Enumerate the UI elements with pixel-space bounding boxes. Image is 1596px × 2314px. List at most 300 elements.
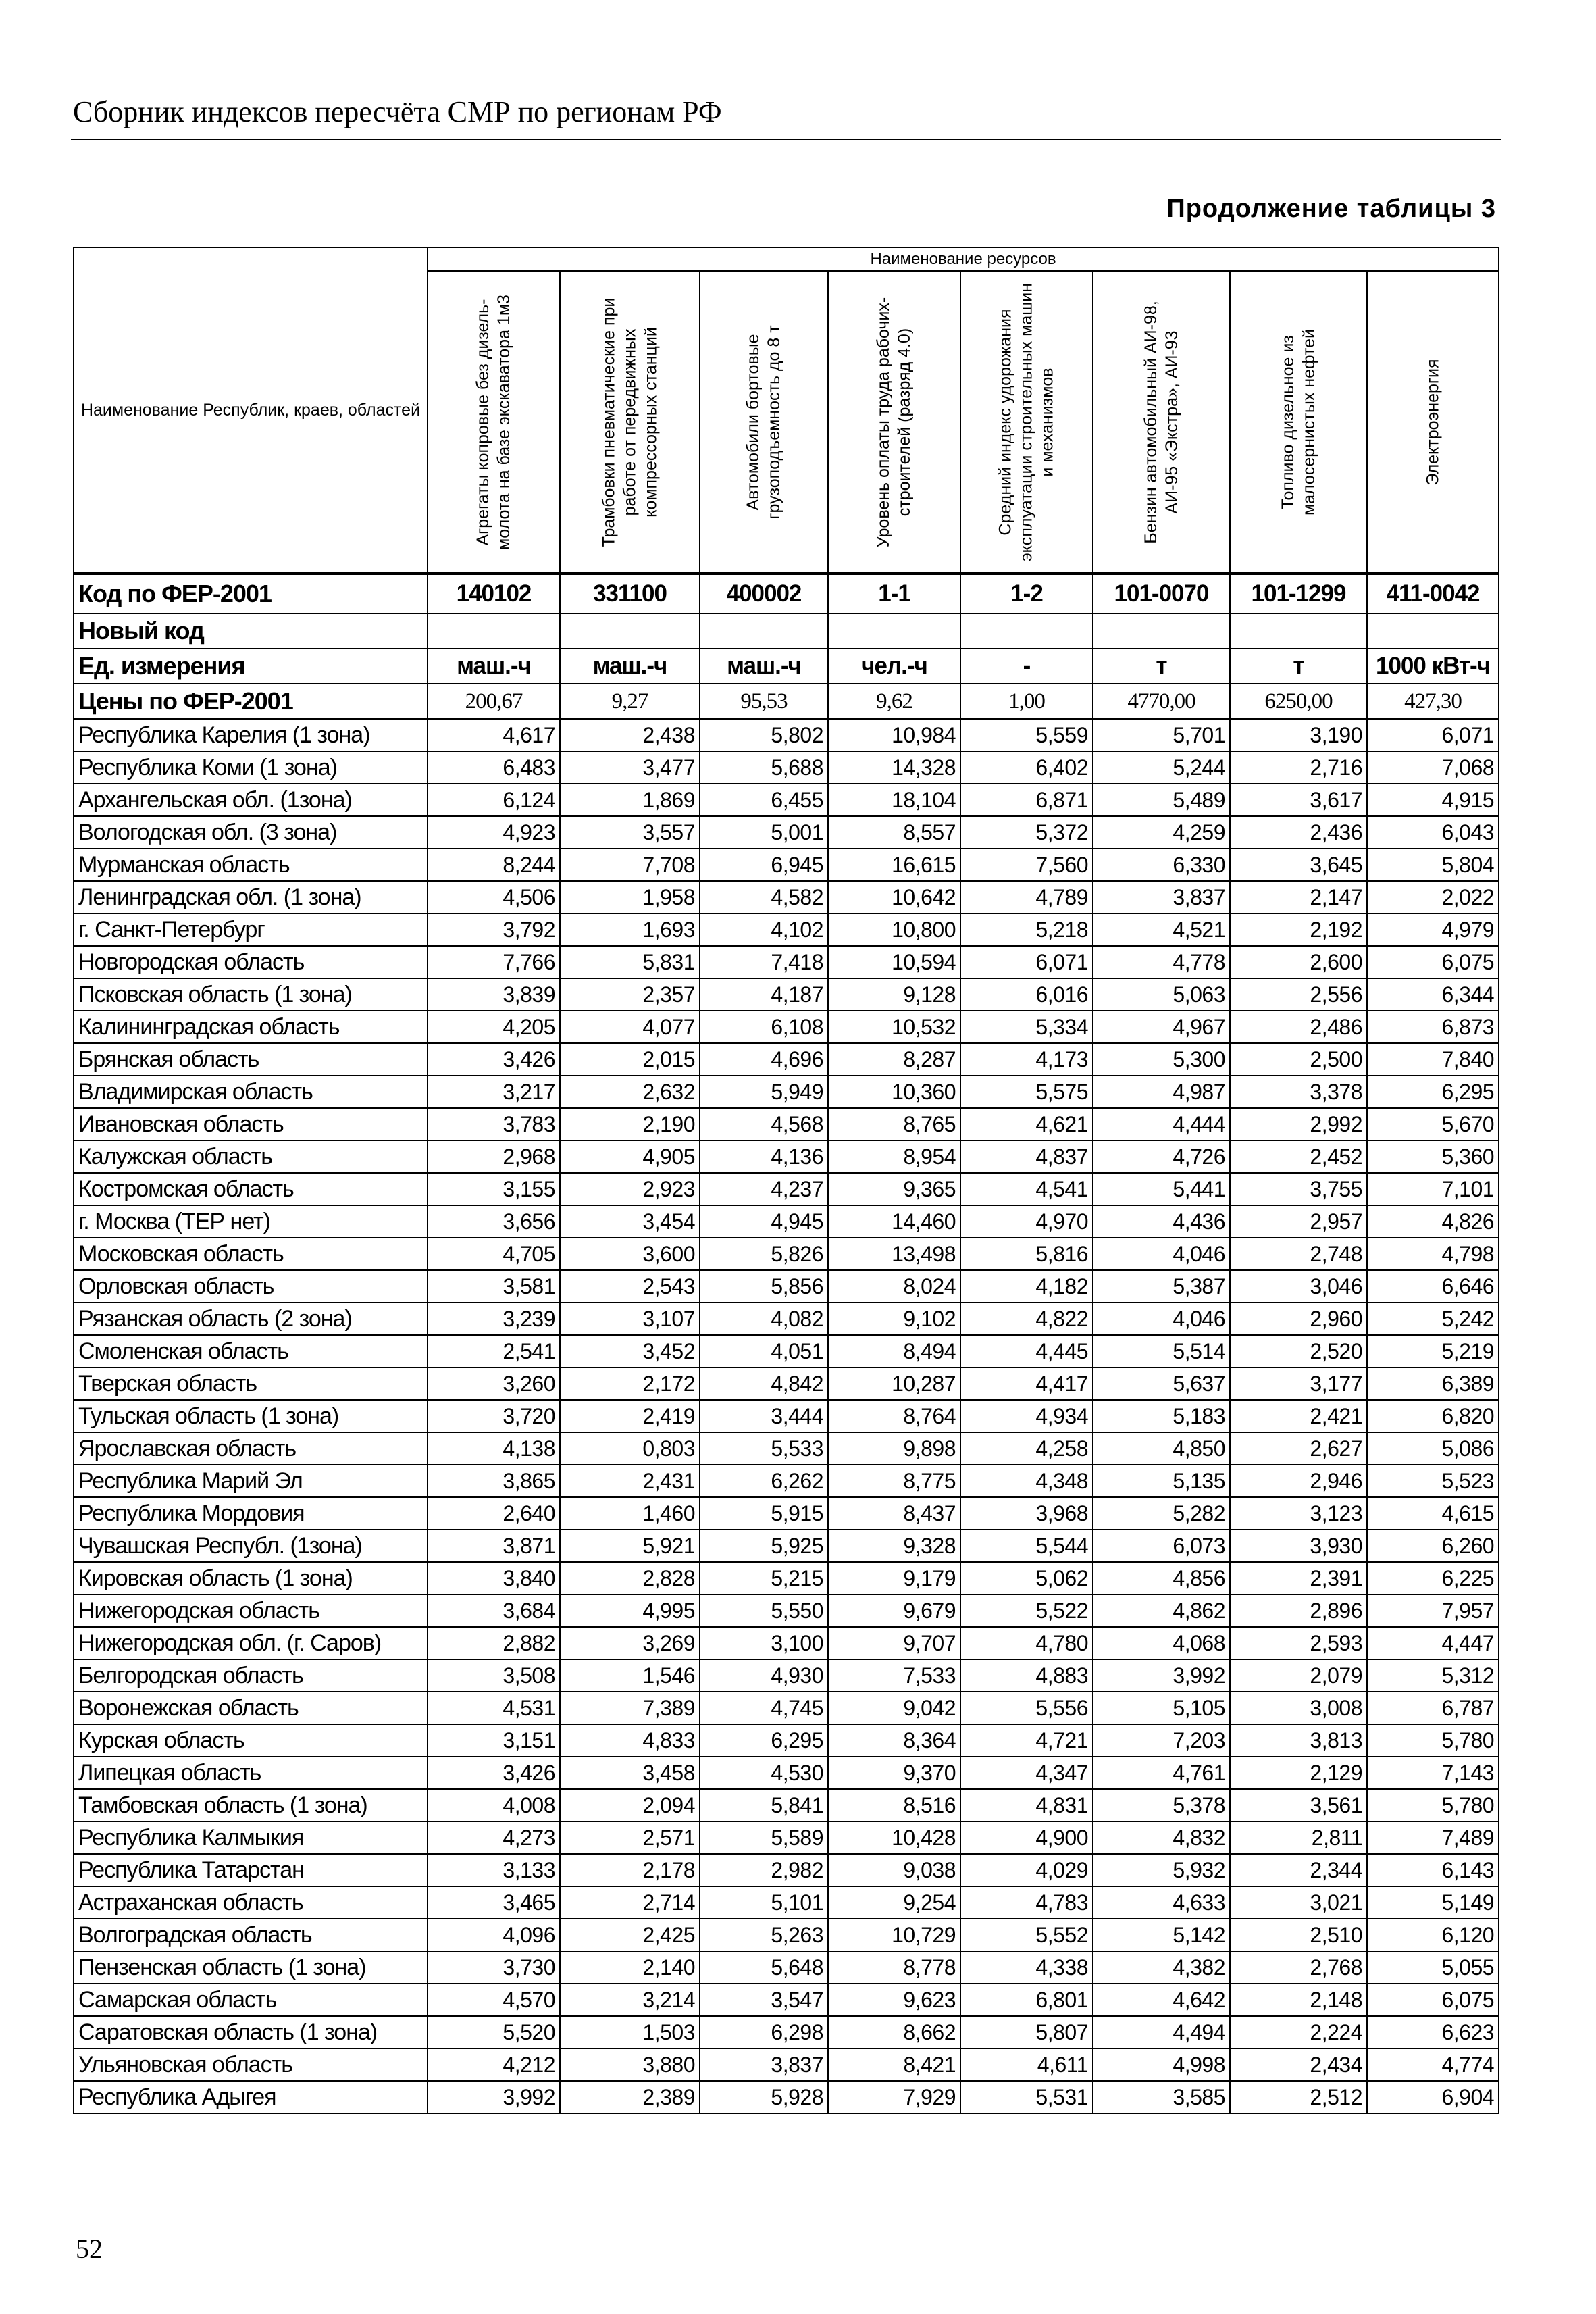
resource-column-header bbox=[1230, 271, 1367, 574]
index-value: 4,205 bbox=[428, 1011, 560, 1043]
resource-column-label: Трамбовки пневматические при работе от передвижных компрессорных станций bbox=[599, 297, 660, 547]
index-value: 5,915 bbox=[700, 1497, 828, 1530]
index-value: 4,082 bbox=[700, 1303, 828, 1335]
index-value: 1,503 bbox=[560, 2016, 700, 2048]
index-value: 5,807 bbox=[960, 2016, 1093, 2048]
index-value: 2,436 bbox=[1230, 816, 1367, 849]
table-row bbox=[74, 1270, 1499, 1303]
index-value: 6,871 bbox=[960, 784, 1093, 816]
index-value: 3,813 bbox=[1230, 1724, 1367, 1757]
index-value: 2,015 bbox=[560, 1043, 700, 1076]
table-row bbox=[74, 1432, 1499, 1465]
index-value: 9,623 bbox=[828, 1984, 960, 2016]
index-value: 5,105 bbox=[1093, 1692, 1230, 1724]
index-value: 8,778 bbox=[828, 1951, 960, 1984]
index-value: 5,489 bbox=[1093, 784, 1230, 816]
index-value: 3,458 bbox=[560, 1757, 700, 1789]
index-value: 6,483 bbox=[428, 751, 560, 784]
index-value: 2,391 bbox=[1230, 1562, 1367, 1594]
index-value: 3,617 bbox=[1230, 784, 1367, 816]
index-value: 4,445 bbox=[960, 1335, 1093, 1367]
index-value: 4,611 bbox=[960, 2048, 1093, 2081]
region-name: Мурманская область bbox=[74, 849, 428, 881]
table-row bbox=[74, 1367, 1499, 1400]
meta-cell: 101-0070 bbox=[1093, 574, 1230, 613]
index-value: 5,387 bbox=[1093, 1270, 1230, 1303]
index-value: 6,073 bbox=[1093, 1530, 1230, 1562]
region-name: Республика Калмыкия bbox=[74, 1821, 428, 1854]
region-name: Новгородская область bbox=[74, 946, 428, 978]
table-row bbox=[74, 1854, 1499, 1886]
index-value: 6,330 bbox=[1093, 849, 1230, 881]
index-value: 6,298 bbox=[700, 2016, 828, 2048]
index-value: 3,837 bbox=[1093, 881, 1230, 913]
index-value: 3,378 bbox=[1230, 1076, 1367, 1108]
index-value: 2,192 bbox=[1230, 913, 1367, 946]
index-value: 3,477 bbox=[560, 751, 700, 784]
table-row bbox=[74, 816, 1499, 849]
index-value: 2,512 bbox=[1230, 2081, 1367, 2113]
index-value: 2,129 bbox=[1230, 1757, 1367, 1789]
index-value: 6,820 bbox=[1367, 1400, 1499, 1432]
index-value: 3,557 bbox=[560, 816, 700, 849]
index-value: 5,522 bbox=[960, 1594, 1093, 1627]
table-row bbox=[74, 1400, 1499, 1432]
index-value: 6,043 bbox=[1367, 816, 1499, 849]
index-value: 3,656 bbox=[428, 1205, 560, 1238]
meta-cell: 1,00 bbox=[960, 684, 1093, 719]
index-value: 6,262 bbox=[700, 1465, 828, 1497]
table-row bbox=[74, 1789, 1499, 1821]
index-value: 5,589 bbox=[700, 1821, 828, 1854]
index-value: 5,637 bbox=[1093, 1367, 1230, 1400]
index-value: 5,244 bbox=[1093, 751, 1230, 784]
index-value: 5,263 bbox=[700, 1919, 828, 1951]
resource-column-header bbox=[560, 271, 700, 574]
index-value: 4,136 bbox=[700, 1140, 828, 1173]
resource-column-header bbox=[960, 271, 1093, 574]
index-value: 1,460 bbox=[560, 1497, 700, 1530]
index-value: 9,128 bbox=[828, 978, 960, 1011]
meta-cell: 101-1299 bbox=[1230, 574, 1367, 613]
meta-cell: 9,62 bbox=[828, 684, 960, 719]
index-value: 5,552 bbox=[960, 1919, 1093, 1951]
index-value: 4,068 bbox=[1093, 1627, 1230, 1659]
table-row bbox=[74, 1238, 1499, 1270]
meta-cell: 4770,00 bbox=[1093, 684, 1230, 719]
index-value: 16,615 bbox=[828, 849, 960, 881]
table-row bbox=[74, 1919, 1499, 1951]
index-value: 2,172 bbox=[560, 1367, 700, 1400]
meta-cell: 140102 bbox=[428, 574, 560, 613]
meta-cell: 6250,00 bbox=[1230, 684, 1367, 719]
index-value: 8,557 bbox=[828, 816, 960, 849]
meta-cell bbox=[1367, 613, 1499, 649]
index-value: 8,421 bbox=[828, 2048, 960, 2081]
index-value: 4,923 bbox=[428, 816, 560, 849]
index-value: 2,438 bbox=[560, 719, 700, 751]
index-value: 10,642 bbox=[828, 881, 960, 913]
index-value: 4,900 bbox=[960, 1821, 1093, 1854]
index-value: 2,140 bbox=[560, 1951, 700, 1984]
meta-cell bbox=[560, 613, 700, 649]
table-row bbox=[74, 1562, 1499, 1594]
meta-cell: чел.-ч bbox=[828, 649, 960, 684]
table-row bbox=[74, 1497, 1499, 1530]
index-value: 5,520 bbox=[428, 2016, 560, 2048]
region-name: г. Москва (ТЕР нет) bbox=[74, 1205, 428, 1238]
index-value: 3,444 bbox=[700, 1400, 828, 1432]
index-value: 3,107 bbox=[560, 1303, 700, 1335]
region-name: Рязанская область (2 зона) bbox=[74, 1303, 428, 1335]
table-row bbox=[74, 1627, 1499, 1659]
index-value: 7,560 bbox=[960, 849, 1093, 881]
index-value: 2,389 bbox=[560, 2081, 700, 2113]
index-value: 4,621 bbox=[960, 1108, 1093, 1140]
table-row bbox=[74, 1886, 1499, 1919]
region-name: Ульяновская область bbox=[74, 2048, 428, 2081]
index-value: 4,570 bbox=[428, 1984, 560, 2016]
table-row bbox=[74, 1303, 1499, 1335]
table-row bbox=[74, 1335, 1499, 1367]
resource-column-label: Электроэнергия bbox=[1423, 358, 1443, 486]
region-name: Республика Карелия (1 зона) bbox=[74, 719, 428, 751]
index-value: 3,600 bbox=[560, 1238, 700, 1270]
resource-column-label: Автомобили бортовые грузоподъемность до 8 т bbox=[744, 324, 783, 520]
meta-cell: маш.-ч bbox=[560, 649, 700, 684]
index-value: 3,871 bbox=[428, 1530, 560, 1562]
index-value: 5,101 bbox=[700, 1886, 828, 1919]
index-value: 4,705 bbox=[428, 1238, 560, 1270]
index-value: 3,452 bbox=[560, 1335, 700, 1367]
index-value: 5,949 bbox=[700, 1076, 828, 1108]
index-value: 6,295 bbox=[1367, 1076, 1499, 1108]
index-value: 2,431 bbox=[560, 1465, 700, 1497]
meta-cell: 400002 bbox=[700, 574, 828, 613]
region-name: Калининградская область bbox=[74, 1011, 428, 1043]
table-row bbox=[74, 1140, 1499, 1173]
index-value: 4,930 bbox=[700, 1659, 828, 1692]
index-value: 4,615 bbox=[1367, 1497, 1499, 1530]
index-value: 6,455 bbox=[700, 784, 828, 816]
index-value: 4,633 bbox=[1093, 1886, 1230, 1919]
index-value: 4,979 bbox=[1367, 913, 1499, 946]
meta-cell: 1000 кВт-ч bbox=[1367, 649, 1499, 684]
index-value: 8,765 bbox=[828, 1108, 960, 1140]
region-name: Астраханская область bbox=[74, 1886, 428, 1919]
index-value: 2,344 bbox=[1230, 1854, 1367, 1886]
resource-column-label: Топливо дизельное из малосернистых нефтей bbox=[1278, 328, 1318, 515]
table-row bbox=[74, 1659, 1499, 1692]
resource-column-header bbox=[1367, 271, 1499, 574]
index-value: 5,533 bbox=[700, 1432, 828, 1465]
index-value: 2,957 bbox=[1230, 1205, 1367, 1238]
index-value: 4,506 bbox=[428, 881, 560, 913]
index-value: 5,378 bbox=[1093, 1789, 1230, 1821]
index-value: 9,707 bbox=[828, 1627, 960, 1659]
index-value: 6,801 bbox=[960, 1984, 1093, 2016]
index-value: 2,716 bbox=[1230, 751, 1367, 784]
region-name: Ярославская область bbox=[74, 1432, 428, 1465]
index-value: 3,880 bbox=[560, 2048, 700, 2081]
index-value: 6,787 bbox=[1367, 1692, 1499, 1724]
index-value: 10,984 bbox=[828, 719, 960, 751]
index-value: 4,417 bbox=[960, 1367, 1093, 1400]
index-value: 2,079 bbox=[1230, 1659, 1367, 1692]
index-value: 4,444 bbox=[1093, 1108, 1230, 1140]
index-value: 8,287 bbox=[828, 1043, 960, 1076]
meta-cell bbox=[828, 613, 960, 649]
index-value: 4,850 bbox=[1093, 1432, 1230, 1465]
page-number: 52 bbox=[76, 2234, 103, 2264]
table-row bbox=[74, 1530, 1499, 1562]
index-value: 3,581 bbox=[428, 1270, 560, 1303]
index-value: 2,960 bbox=[1230, 1303, 1367, 1335]
region-name-header: Наименование Республик, краев, областей bbox=[74, 247, 428, 574]
index-value: 9,102 bbox=[828, 1303, 960, 1335]
meta-cell: 95,53 bbox=[700, 684, 828, 719]
index-value: 4,783 bbox=[960, 1886, 1093, 1919]
region-name: Тульская область (1 зона) bbox=[74, 1400, 428, 1432]
index-value: 4,883 bbox=[960, 1659, 1093, 1692]
index-value: 4,338 bbox=[960, 1951, 1093, 1984]
index-value: 2,882 bbox=[428, 1627, 560, 1659]
index-value: 6,344 bbox=[1367, 978, 1499, 1011]
index-value: 2,768 bbox=[1230, 1951, 1367, 1984]
index-value: 3,133 bbox=[428, 1854, 560, 1886]
index-value: 4,273 bbox=[428, 1821, 560, 1854]
index-value: 4,096 bbox=[428, 1919, 560, 1951]
index-value: 10,287 bbox=[828, 1367, 960, 1400]
index-value: 2,421 bbox=[1230, 1400, 1367, 1432]
index-value: 6,295 bbox=[700, 1724, 828, 1757]
region-name: Тверская область bbox=[74, 1367, 428, 1400]
index-value: 3,269 bbox=[560, 1627, 700, 1659]
index-value: 4,832 bbox=[1093, 1821, 1230, 1854]
table-row bbox=[74, 1108, 1499, 1140]
index-value: 4,173 bbox=[960, 1043, 1093, 1076]
index-value: 2,190 bbox=[560, 1108, 700, 1140]
index-value: 4,998 bbox=[1093, 2048, 1230, 2081]
index-value: 7,068 bbox=[1367, 751, 1499, 784]
region-name: Московская область bbox=[74, 1238, 428, 1270]
index-value: 4,046 bbox=[1093, 1303, 1230, 1335]
region-name: Архангельская обл. (1зона) bbox=[74, 784, 428, 816]
table-row bbox=[74, 1465, 1499, 1497]
index-value: 5,544 bbox=[960, 1530, 1093, 1562]
index-value: 2,452 bbox=[1230, 1140, 1367, 1173]
index-value: 5,218 bbox=[960, 913, 1093, 946]
index-value: 2,419 bbox=[560, 1400, 700, 1432]
index-value: 6,646 bbox=[1367, 1270, 1499, 1303]
index-value: 6,260 bbox=[1367, 1530, 1499, 1562]
region-name: Курская область bbox=[74, 1724, 428, 1757]
index-value: 10,428 bbox=[828, 1821, 960, 1854]
index-value: 8,437 bbox=[828, 1497, 960, 1530]
index-value: 2,520 bbox=[1230, 1335, 1367, 1367]
table-row bbox=[74, 784, 1499, 816]
meta-row bbox=[74, 649, 1499, 684]
index-value: 3,992 bbox=[1093, 1659, 1230, 1692]
regional-index-table bbox=[73, 247, 1499, 2114]
region-name: Республика Мордовия bbox=[74, 1497, 428, 1530]
meta-row bbox=[74, 574, 1499, 613]
index-value: 7,533 bbox=[828, 1659, 960, 1692]
index-value: 5,135 bbox=[1093, 1465, 1230, 1497]
table-row bbox=[74, 751, 1499, 784]
region-name: Псковская область (1 зона) bbox=[74, 978, 428, 1011]
index-value: 5,055 bbox=[1367, 1951, 1499, 1984]
index-value: 2,593 bbox=[1230, 1627, 1367, 1659]
index-value: 9,042 bbox=[828, 1692, 960, 1724]
index-value: 5,831 bbox=[560, 946, 700, 978]
index-value: 10,594 bbox=[828, 946, 960, 978]
index-value: 3,783 bbox=[428, 1108, 560, 1140]
index-value: 2,434 bbox=[1230, 2048, 1367, 2081]
index-value: 5,928 bbox=[700, 2081, 828, 2113]
index-value: 8,764 bbox=[828, 1400, 960, 1432]
index-value: 3,865 bbox=[428, 1465, 560, 1497]
index-value: 3,426 bbox=[428, 1043, 560, 1076]
table-row bbox=[74, 2081, 1499, 2113]
index-value: 5,559 bbox=[960, 719, 1093, 751]
table-row bbox=[74, 1011, 1499, 1043]
index-value: 5,780 bbox=[1367, 1724, 1499, 1757]
meta-cell bbox=[960, 613, 1093, 649]
index-value: 5,219 bbox=[1367, 1335, 1499, 1367]
index-value: 2,486 bbox=[1230, 1011, 1367, 1043]
table-row bbox=[74, 1594, 1499, 1627]
index-value: 4,541 bbox=[960, 1173, 1093, 1205]
index-value: 4,967 bbox=[1093, 1011, 1230, 1043]
index-value: 4,789 bbox=[960, 881, 1093, 913]
index-value: 4,029 bbox=[960, 1854, 1093, 1886]
table-row bbox=[74, 1173, 1499, 1205]
resource-column-label: Агрегаты копровые без дизель-молота на базе экскаватора 1м3 bbox=[473, 294, 513, 550]
index-value: 4,831 bbox=[960, 1789, 1093, 1821]
index-value: 5,523 bbox=[1367, 1465, 1499, 1497]
index-value: 2,148 bbox=[1230, 1984, 1367, 2016]
resource-column-label: Средний индекс удорожания эксплуатации строительных машин и механизмов bbox=[996, 282, 1057, 561]
index-value: 5,816 bbox=[960, 1238, 1093, 1270]
index-value: 7,766 bbox=[428, 946, 560, 978]
index-value: 3,454 bbox=[560, 1205, 700, 1238]
index-value: 1,958 bbox=[560, 881, 700, 913]
table-row bbox=[74, 1692, 1499, 1724]
index-value: 4,642 bbox=[1093, 1984, 1230, 2016]
index-value: 3,837 bbox=[700, 2048, 828, 2081]
index-value: 5,804 bbox=[1367, 849, 1499, 881]
index-value: 3,840 bbox=[428, 1562, 560, 1594]
index-value: 2,510 bbox=[1230, 1919, 1367, 1951]
index-value: 4,348 bbox=[960, 1465, 1093, 1497]
index-value: 9,370 bbox=[828, 1757, 960, 1789]
index-value: 4,237 bbox=[700, 1173, 828, 1205]
index-value: 3,151 bbox=[428, 1724, 560, 1757]
region-name: Пензенская область (1 зона) bbox=[74, 1951, 428, 1984]
index-value: 4,970 bbox=[960, 1205, 1093, 1238]
index-value: 2,357 bbox=[560, 978, 700, 1011]
index-value: 2,094 bbox=[560, 1789, 700, 1821]
index-value: 3,792 bbox=[428, 913, 560, 946]
index-value: 3,585 bbox=[1093, 2081, 1230, 2113]
index-value: 10,532 bbox=[828, 1011, 960, 1043]
meta-cell: - bbox=[960, 649, 1093, 684]
index-value: 3,008 bbox=[1230, 1692, 1367, 1724]
index-value: 4,568 bbox=[700, 1108, 828, 1140]
index-value: 8,494 bbox=[828, 1335, 960, 1367]
table-row bbox=[74, 1984, 1499, 2016]
index-value: 7,389 bbox=[560, 1692, 700, 1724]
index-value: 5,826 bbox=[700, 1238, 828, 1270]
index-value: 4,530 bbox=[700, 1757, 828, 1789]
index-value: 3,046 bbox=[1230, 1270, 1367, 1303]
table-row bbox=[74, 1205, 1499, 1238]
index-value: 5,856 bbox=[700, 1270, 828, 1303]
index-value: 4,826 bbox=[1367, 1205, 1499, 1238]
index-value: 3,217 bbox=[428, 1076, 560, 1108]
index-value: 6,075 bbox=[1367, 1984, 1499, 2016]
index-value: 4,856 bbox=[1093, 1562, 1230, 1594]
meta-cell bbox=[700, 613, 828, 649]
index-value: 4,987 bbox=[1093, 1076, 1230, 1108]
index-value: 3,755 bbox=[1230, 1173, 1367, 1205]
index-value: 3,684 bbox=[428, 1594, 560, 1627]
meta-cell bbox=[428, 613, 560, 649]
region-name: Калужская область bbox=[74, 1140, 428, 1173]
index-value: 2,627 bbox=[1230, 1432, 1367, 1465]
index-value: 4,761 bbox=[1093, 1757, 1230, 1789]
meta-cell: 1-2 bbox=[960, 574, 1093, 613]
index-value: 4,617 bbox=[428, 719, 560, 751]
index-value: 6,075 bbox=[1367, 946, 1499, 978]
index-value: 5,932 bbox=[1093, 1854, 1230, 1886]
index-value: 18,104 bbox=[828, 784, 960, 816]
region-name: Орловская область bbox=[74, 1270, 428, 1303]
index-value: 2,178 bbox=[560, 1854, 700, 1886]
resource-column-header bbox=[428, 271, 560, 574]
table-row bbox=[74, 1076, 1499, 1108]
index-value: 4,138 bbox=[428, 1432, 560, 1465]
index-value: 3,190 bbox=[1230, 719, 1367, 751]
index-value: 2,968 bbox=[428, 1140, 560, 1173]
index-value: 10,800 bbox=[828, 913, 960, 946]
table-row bbox=[74, 946, 1499, 978]
meta-cell: 331100 bbox=[560, 574, 700, 613]
region-name: Волгоградская область bbox=[74, 1919, 428, 1951]
index-value: 14,328 bbox=[828, 751, 960, 784]
index-value: 4,182 bbox=[960, 1270, 1093, 1303]
index-value: 1,869 bbox=[560, 784, 700, 816]
index-value: 10,729 bbox=[828, 1919, 960, 1951]
index-value: 6,016 bbox=[960, 978, 1093, 1011]
index-value: 3,123 bbox=[1230, 1497, 1367, 1530]
index-value: 13,498 bbox=[828, 1238, 960, 1270]
index-value: 7,957 bbox=[1367, 1594, 1499, 1627]
index-value: 6,108 bbox=[700, 1011, 828, 1043]
meta-cell: 200,67 bbox=[428, 684, 560, 719]
index-value: 4,945 bbox=[700, 1205, 828, 1238]
index-value: 5,648 bbox=[700, 1951, 828, 1984]
index-value: 4,995 bbox=[560, 1594, 700, 1627]
index-value: 4,046 bbox=[1093, 1238, 1230, 1270]
meta-cell: маш.-ч bbox=[428, 649, 560, 684]
table-row bbox=[74, 2048, 1499, 2081]
index-value: 5,550 bbox=[700, 1594, 828, 1627]
index-value: 2,556 bbox=[1230, 978, 1367, 1011]
table-row bbox=[74, 1757, 1499, 1789]
meta-cell bbox=[1230, 613, 1367, 649]
